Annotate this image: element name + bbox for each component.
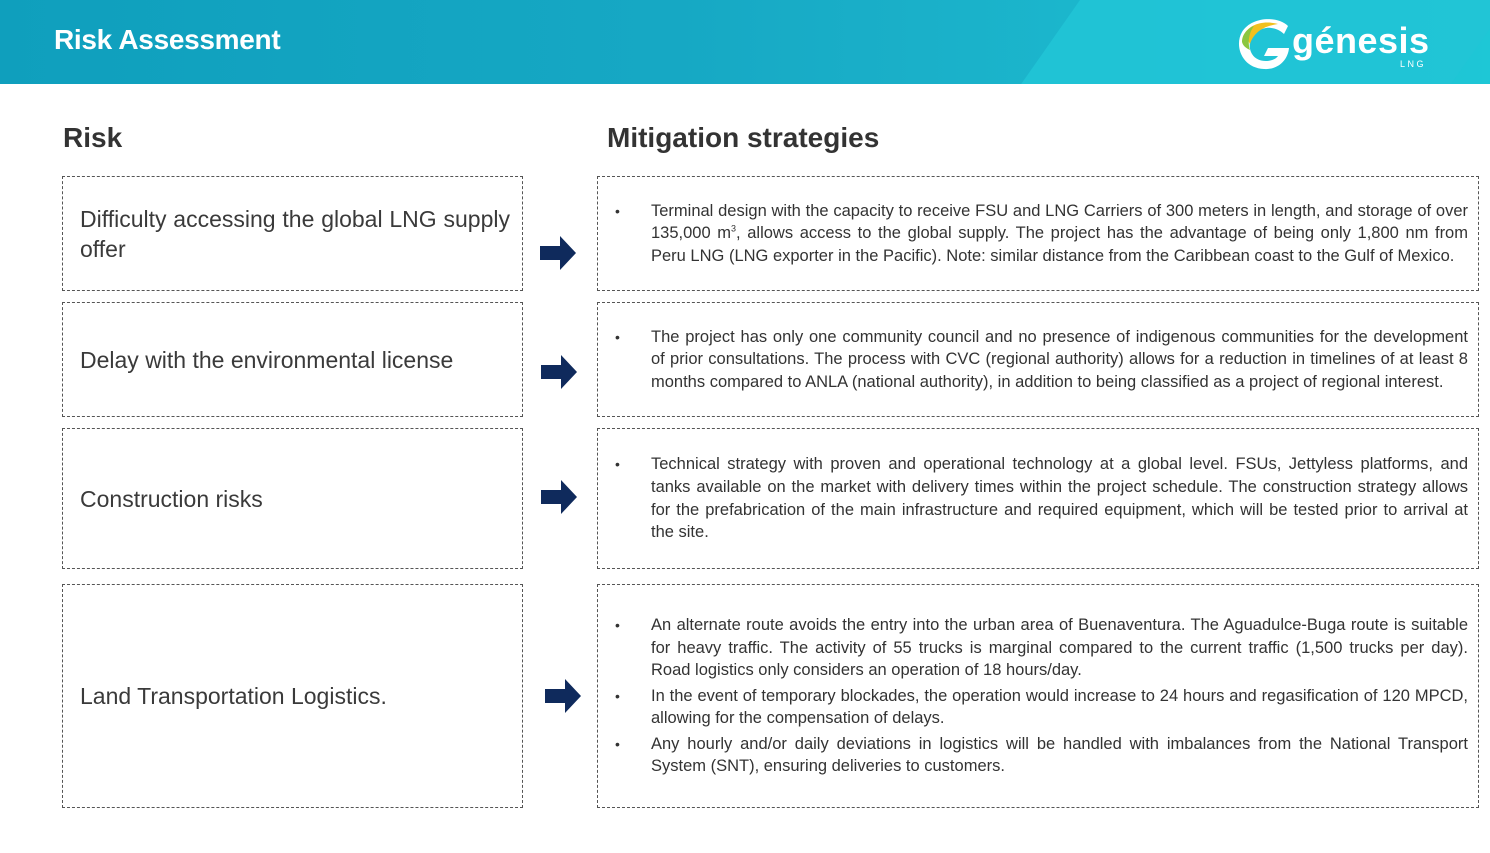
arrow-right-icon	[545, 679, 581, 713]
mitigation-list	[598, 200, 1478, 268]
mitigation-box-logistics	[597, 584, 1479, 808]
list-item: • Terminal design with the capacity to receive FSU and LNG Carriers of 300 meters in length, and storage of over 135,000 $m^3$, allows access to the global supply. The project has the advantage of being only 1,800 nm from Peru LNG (LNG exporter in the Pacific). Note: similar distance from the Caribbean coast to the Gulf of Mexico.	[651, 200, 1468, 268]
mitigation-box-supply	[597, 176, 1479, 291]
risk-box-construction	[62, 428, 523, 569]
page-title: Risk Assessment	[54, 24, 281, 55]
logo-subtext: LNG	[1400, 59, 1427, 69]
risk-box-environmental	[62, 302, 523, 417]
list-item: • Technical strategy with proven and operational technology at a global level. FSUs, Jettyless platforms, and tanks available on the market with delivery times within the project schedule. The construction strategy allows for the prefabrication of the main infrastructure and required equipment, which will be tested prior to arrival at the site.	[651, 453, 1468, 543]
mitigation-list	[598, 453, 1478, 543]
risk-text: Difficulty accessing the global LNG supply offer	[80, 205, 510, 262]
mitigation-list	[598, 614, 1478, 778]
list-item: • The project has only one community council and no presence of indigenous communities for the development of prior consultations. The process with CVC (regional authority) allows for a reduction in timelines of at least 8 months compared to ANLA (national authority), in addition to being classified as a project of regional interest.	[651, 326, 1468, 394]
risk-text: Land Transportation Logistics.	[80, 683, 387, 709]
mitigation-column-heading: Mitigation strategies	[607, 122, 880, 153]
genesis-logo-icon	[1234, 14, 1298, 72]
mitigation-box-environmental	[597, 302, 1479, 417]
risk-text: Construction risks	[80, 485, 263, 512]
list-item: • An alternate route avoids the entry into the urban area of Buenaventura. The Aguadulce-Buga route is suitable for heavy traffic. The activity of 55 trucks is marginal compared to the current traffic (1,500 trucks per day). Road logistics only considers an operation of 18 hours/day.	[651, 614, 1468, 682]
arrow-right-icon	[541, 355, 577, 389]
genesis-logo	[1234, 14, 1434, 74]
list-item: • In the event of temporary blockades, the operation would increase to 24 hours and regasification of 120 MPCD, allowing for the compensation of delays.	[651, 685, 1468, 730]
arrow-right-icon	[540, 236, 576, 270]
risk-column-heading: Risk	[63, 122, 123, 153]
risk-box-supply	[62, 176, 523, 291]
header-banner	[0, 0, 1490, 84]
risk-box-logistics	[62, 584, 523, 808]
arrow-right-icon	[541, 480, 577, 514]
mitigation-box-construction	[597, 428, 1479, 569]
mitigation-list	[598, 326, 1478, 394]
risk-text: Delay with the environmental license	[80, 346, 454, 373]
list-item: • Any hourly and/or daily deviations in logistics will be handled with imbalances from the National Transport System (SNT), ensuring deliveries to customers.	[651, 733, 1468, 778]
logo-text: génesis	[1292, 20, 1430, 61]
